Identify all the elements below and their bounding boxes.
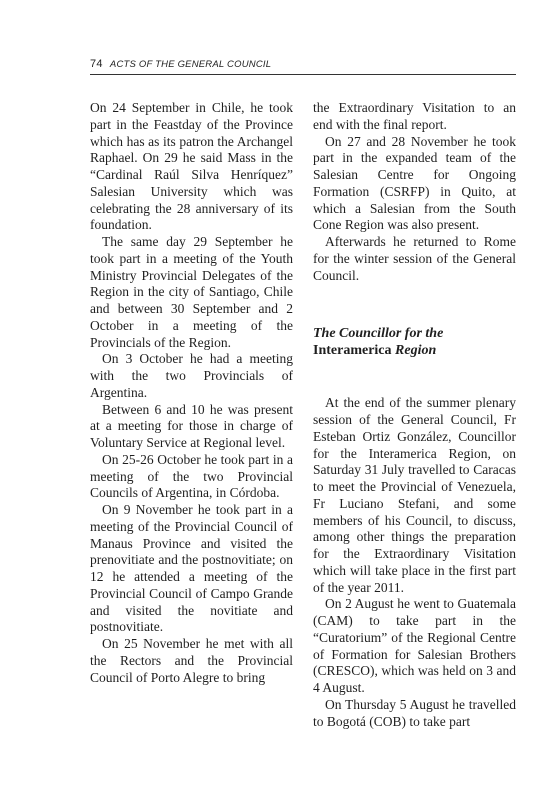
paragraph: On 24 September in Chile, he took part in the Feastday of the Province which has as its patron the Archangel Raphael. On 29 he said Mass in the “Cardinal Raúl Silva Henríquez” Salesian University which was celebrating the 28 anniversary of its foundation.: [90, 100, 293, 233]
paragraph: On 2 August he went to Guatemala (CAM) to take part in the “Curatorium” of the Regional Centre of Formation for Salesian Brothers (CRESCO), which was held on 3 and 4 August.: [313, 596, 516, 695]
page-header: [90, 58, 516, 70]
paragraph: Between 6 and 10 he was present at a meeting for those in charge of Voluntary Service at Regional level.: [90, 401, 293, 450]
right-column: [313, 100, 516, 730]
paragraph: On 25-26 October he took part in a meeting of the two Provincial Councils of Argentina, in Córdoba.: [90, 451, 293, 501]
running-title: ACTS OF THE GENERAL COUNCIL: [109, 59, 272, 70]
paragraph: At the end of the summer plenary session of the General Council, Fr Esteban Ortiz González, Councillor for the Interamerica Region, on Saturday 31 July travelled to Caracas to meet the Provincial of Venezuela, Fr Luciano Stefani, and some members of his Council, to discuss, among other things the preparation for the Extraordinary Visitation which will take place in the first part of the year 2011.: [313, 395, 516, 595]
paragraph: On 9 November he took part in a meeting of the Provincial Council of Manaus Province and visited the prenovitiate and the postnovitiate; on 12 he attended a meeting of the Provincial Council of Campo Grande and visited the novitiate and postnovitiate.: [90, 502, 293, 635]
paragraph: On Thursday 5 August he travelled to Bogotá (COB) to take part: [313, 696, 516, 729]
paragraph: On 25 November he met with all the Rectors and the Provincial Council of Porto Alegre to bring: [90, 636, 293, 685]
section-heading-line2-italic: Region: [395, 343, 437, 359]
page-number: 74: [90, 58, 103, 70]
header-rule: [90, 74, 516, 75]
section-heading: [313, 325, 516, 359]
section-heading-line2: Interamerica: [313, 343, 396, 359]
paragraph: On 3 October he had a meeting with the two Provincials of Argentina.: [90, 351, 293, 400]
paragraph: the Extraordinary Visitation to an end with the final report.: [313, 100, 516, 132]
left-column: [90, 100, 293, 686]
paragraph: Afterwards he returned to Rome for the winter session of the General Council.: [313, 234, 516, 283]
paragraph: The same day 29 September he took part in a meeting of the Youth Ministry Provincial Delegates of the Region in the city of Santiago, Chile and between 30 September and 2 October in a meeting of the Provincials of the Region.: [90, 234, 293, 350]
section-heading-line1: The Councillor for the: [313, 326, 444, 342]
paragraph: On 27 and 28 November he took part in the expanded team of the Salesian Centre for Ongoing Formation (CSRFP) in Quito, at which a Salesian from the South Cone Region was also present.: [313, 133, 516, 233]
